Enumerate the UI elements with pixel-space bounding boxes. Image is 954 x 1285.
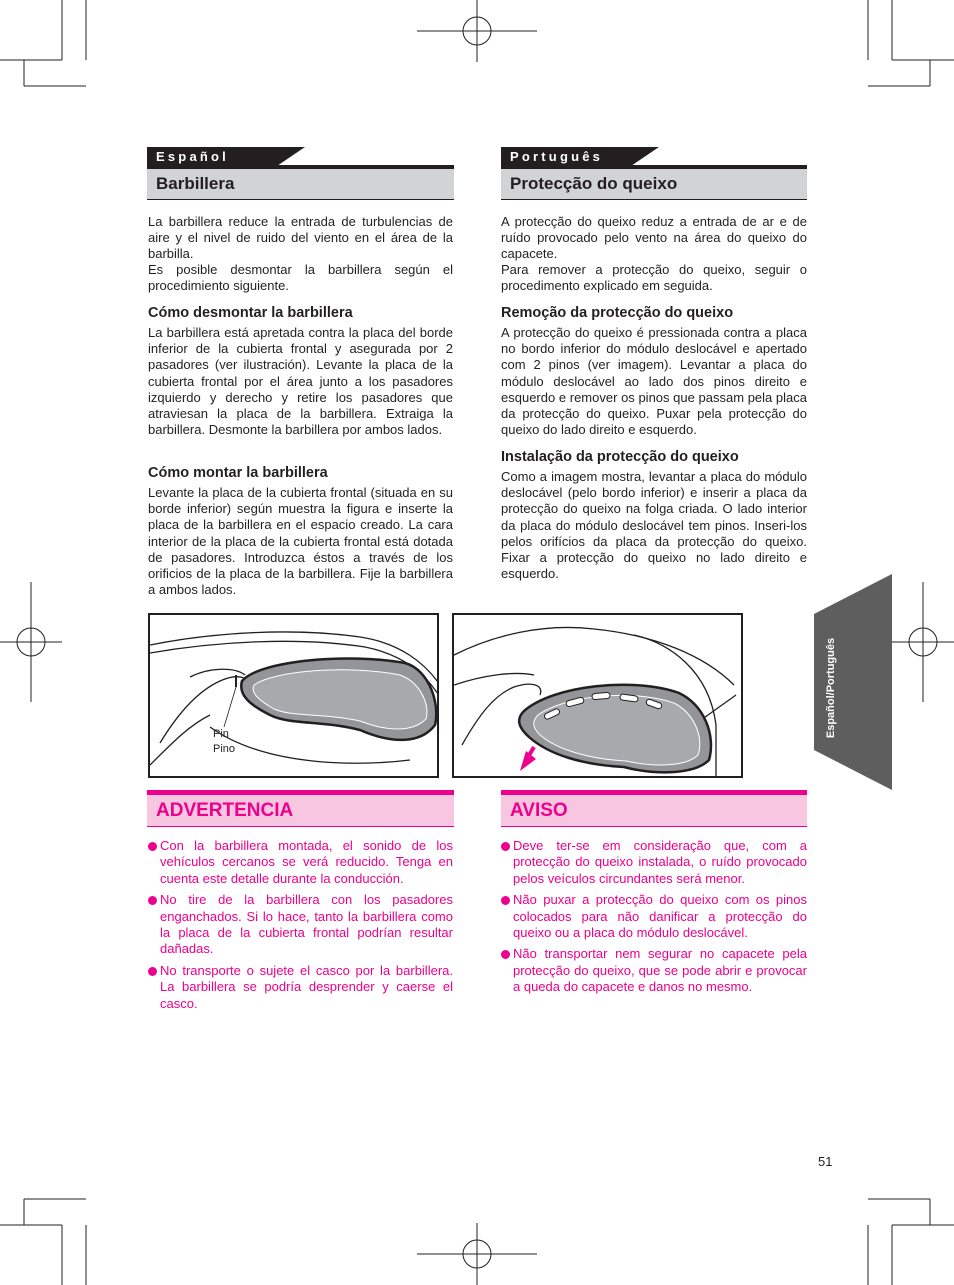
install-paragraph: Como a imagem mostra, levantar a placa do módulo deslocável (pelo bordo inferior) e inserir a placa da protecção do queixo na folga criada. O lado interior da placa do módulo deslocável tem pinos. Inseri-los pelos orifícios da placa da protecção do queixo. Fixar a protecção do queixo no lado direito e esquerdo. (501, 469, 807, 582)
figure-install-chin-curtain (452, 613, 743, 778)
warning-item: No tire de la barbillera con los pasadores enganchados. Si lo hace, tanto la barbillera como la placa de la cubierta frontal podrían resultar dañadas. (148, 892, 453, 958)
intro-paragraph: A protecção do queixo reduz a entrada de ar e de ruído provocado pelo vento na área do queixo do capacete. (501, 214, 807, 262)
warning-item: Não puxar a protecção do queixo com os pinos colocados para não danificar a protecção do queixo ou a placa do módulo deslocável. (501, 892, 807, 941)
remove-paragraph: La barbillera está apretada contra la placa del borde inferior de la cubierta frontal y asegurada por 2 pasadores (ver ilustración). Levante la placa de la cubierta frontal por el área junto a los pasadores izquierdo y derecho y retire los pasadores que atraviesan la placa de la barbillera. Extraiga la barbillera. Desmonte la barbillera por ambos lados. (148, 325, 453, 438)
page-number: 51 (818, 1154, 833, 1169)
remove-subheading: Remoção da protecção do queixo (501, 305, 734, 321)
warning-heading: AVISO (501, 790, 807, 827)
intro-paragraph-2: Es posible desmontar la barbillera según el procedimiento siguiente. (148, 262, 453, 294)
language-tab-spanish: Español (147, 147, 277, 166)
install-subheading: Cómo montar la barbillera (148, 465, 328, 481)
figure-remove-chin-curtain (148, 613, 439, 778)
intro-paragraph: La barbillera reduce la entrada de turbulencias de aire y el nivel de ruido del viento en el área de la barbilla. (148, 214, 453, 262)
helmet-illustration-right (454, 615, 741, 776)
bullet-icon (501, 842, 510, 851)
helmet-illustration-left (150, 615, 437, 776)
warning-list (148, 838, 453, 1017)
pin-label (213, 727, 235, 757)
warning-item: No transporte o sujete el casco por la barbillera. La barbillera se podría desprender y caerse el casco. (148, 963, 453, 1012)
section-heading: Protecção do queixo (501, 166, 807, 200)
language-tab-portuguese: Português (501, 147, 631, 166)
pink-arrow-icon (520, 747, 536, 771)
remove-paragraph: A protecção do queixo é pressionada contra a placa no bordo inferior do módulo deslocável e apertado com 2 pinos (ver imagem). Levantar a placa do módulo deslocável ao lado dos pinos direito e esquerdo e remover os pinos que passam pela placa da protecção do queixo. Puxar pela protecção do queixo do lado direito e esquerdo. (501, 325, 807, 438)
warning-item: Não transportar nem segurar no capacete pela protecção do queixo, que se pode abrir e provocar a queda do capacete e danos no mesmo. (501, 946, 807, 995)
bullet-icon (148, 967, 157, 976)
side-tab-label: Español/Português (825, 637, 837, 739)
bullet-icon (148, 896, 157, 905)
bullet-icon (148, 842, 157, 851)
remove-subheading: Cómo desmontar la barbillera (148, 305, 353, 321)
pin-label-pt: Pino (213, 743, 236, 755)
bullet-icon (501, 896, 510, 905)
install-paragraph: Levante la placa de la cubierta frontal (situada en su borde inferior) según muestra la figura e inserte la placa de la barbillera en el espacio creado. La cara interior de la placa de la cubierta frontal está dotada de pasadores. Introduzca éstos a través de los orificios de la placa de la barbillera. Fije la barbillera a ambos lados. (148, 485, 453, 598)
install-subheading: Instalação da protecção do queixo (501, 449, 739, 465)
warning-item: Deve ter-se em consideração que, com a protecção do queixo instalada, o ruído provocado pelos veículos circundantes será menor. (501, 838, 807, 887)
warning-list (501, 838, 807, 1001)
warning-item: Con la barbillera montada, el sonido de los vehículos cercanos se verá reducido. Tenga en cuenta este detalle durante la conducción. (148, 838, 453, 887)
intro-paragraph-2: Para remover a protecção do queixo, seguir o procedimento explicado em seguida. (501, 262, 807, 294)
section-heading: Barbillera (147, 166, 454, 200)
warning-heading: ADVERTENCIA (147, 790, 454, 827)
bullet-icon (501, 950, 510, 959)
pin-label-en: Pin (213, 728, 229, 740)
